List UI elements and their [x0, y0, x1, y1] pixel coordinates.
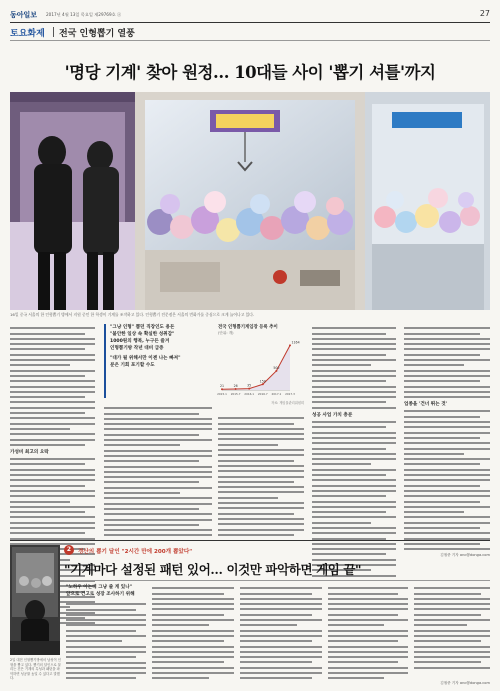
- bottom-column-1: [66, 600, 146, 686]
- article-column-1: [10, 324, 95, 536]
- masthead-rule: [10, 22, 490, 23]
- chart-source: 자료: 게임물관리위원회: [271, 401, 304, 405]
- section-day-title: 토요화제: [10, 29, 45, 39]
- article-column-5: [404, 324, 490, 558]
- chart-x-tick-label: 2017.1: [271, 392, 282, 396]
- bottom-photo-illustration: [10, 545, 60, 655]
- newspaper-logo: 동아일보: [10, 10, 38, 19]
- bottom-column-4: [328, 584, 408, 686]
- bottom-column-5: [414, 584, 490, 680]
- bottom-headline: "기계마다 설정된 패턴 있어… 이것만 파악하면 게임 끝": [64, 562, 362, 577]
- callout-line: 인형뽑기방 작년 대비 급증: [110, 346, 164, 351]
- callout-line: 1000원의 행복, 누구든 즐겨: [110, 339, 170, 344]
- article-column-4: [312, 324, 396, 536]
- registration-chart: [218, 324, 304, 410]
- chart-x-tick-label: 2015.7: [230, 392, 241, 396]
- chart-point: [289, 344, 291, 346]
- chart-unit: (단위: 개): [218, 331, 234, 335]
- chart-area-fill: [219, 345, 290, 390]
- bottom-kicker-bar: [64, 545, 490, 556]
- chart-x-tick-label: 2017.3: [285, 392, 295, 396]
- chart-point: [221, 388, 223, 390]
- masthead: [10, 9, 490, 21]
- callout-line: "그냥 인형" 뽑던 직장인도 용돈: [110, 325, 175, 330]
- chart-data-label: 150: [259, 379, 266, 384]
- chart-point: [235, 388, 237, 390]
- callout-line: 분은 기회 포기할 수도: [110, 363, 155, 368]
- arcade-photo: [10, 92, 490, 310]
- article-column-3: [218, 414, 304, 536]
- chart-x-tick-label: 2015.1: [217, 392, 227, 396]
- chart-plot: [218, 336, 304, 400]
- kicker-number-badge: 2: [64, 545, 74, 555]
- subhead-col1: 가성비 최고의 오락: [10, 449, 49, 455]
- chart-data-label: 26: [233, 384, 238, 389]
- bottom-column-3: [240, 584, 322, 686]
- chart-point: [275, 370, 277, 372]
- subhead-col5: 업종을 '건너 뛰는 것': [404, 402, 448, 408]
- bottom-subhead-line: 앞으로 건고로 성장 조사하기 위해: [66, 592, 135, 597]
- subhead-col4: 성공 사업 가치 충분: [312, 412, 353, 418]
- chart-point: [262, 383, 264, 385]
- bottom-photo: [10, 545, 60, 655]
- chart-data-label: 500: [273, 365, 280, 370]
- article-column-2: [104, 404, 212, 536]
- bottom-kicker: 경산의 뽑기 달인 "2시간 만에 200개 뽑았다": [78, 548, 193, 555]
- callout-line: "불안한 일상 속 확실한 성취감": [110, 332, 175, 337]
- photo-caption: 16일 중국 서울의 한 인형뽑기 방에서 지원 중인 한 학생이 기계를 조작하고 있다. 인형뽑기 전문점은 서울의 번화가를 중심으로 크게 늘어나고 있다.: [10, 312, 255, 317]
- section-divider: [53, 27, 54, 37]
- bottom-headline-rule: [64, 580, 490, 581]
- chart-data-label: 21: [219, 384, 225, 389]
- bottom-section-rule: [10, 540, 490, 541]
- chart-point: [248, 388, 250, 390]
- bottom-byline: 김철중 기자 anc@donga.com: [440, 681, 490, 685]
- callout-line: "대가 될 위해서만 이젠 나는 빠져": [110, 356, 181, 361]
- callout-box: [104, 324, 218, 398]
- byline-top: 김철중 기자 anc@donga.com: [440, 553, 490, 558]
- chart-data-label: 35: [247, 383, 252, 388]
- photo-illustration: [10, 92, 490, 310]
- bottom-column-2: [152, 584, 234, 686]
- bottom-photo-caption: 2일 대전 인형뽑기방에서 남성이 인형을 뽑고 있다. 뽑기의 달인으로 불리는 건은 기계의 특성과 패턴을 파악하면 성공률 높일 수 있다고 말했다.: [10, 658, 61, 681]
- page-number: 27: [479, 9, 490, 18]
- dateline: 2017년 4월 13일 목요일 제29769호 ⓐ: [46, 11, 122, 17]
- chart-data-label: 1164: [291, 340, 300, 345]
- main-headline: '명당 기계' 찾아 원정… 10대들 사이 '뽑기 셔틀'까지: [64, 63, 436, 82]
- section-topic: 전국 인형뽑기 열풍: [59, 29, 135, 39]
- bottom-subhead-line: "노하우 아는데 그냥 줄 게 있나": [66, 585, 133, 590]
- bottom-subhead: [66, 584, 146, 598]
- chart-x-tick-label: 2016.7: [257, 392, 268, 396]
- chart-x-tick-label: 2016.1: [244, 392, 255, 396]
- section-rule: [10, 40, 490, 41]
- section-header: [10, 25, 490, 39]
- chart-title: 전국 인형뽑기게임장 등록 추이: [218, 325, 278, 330]
